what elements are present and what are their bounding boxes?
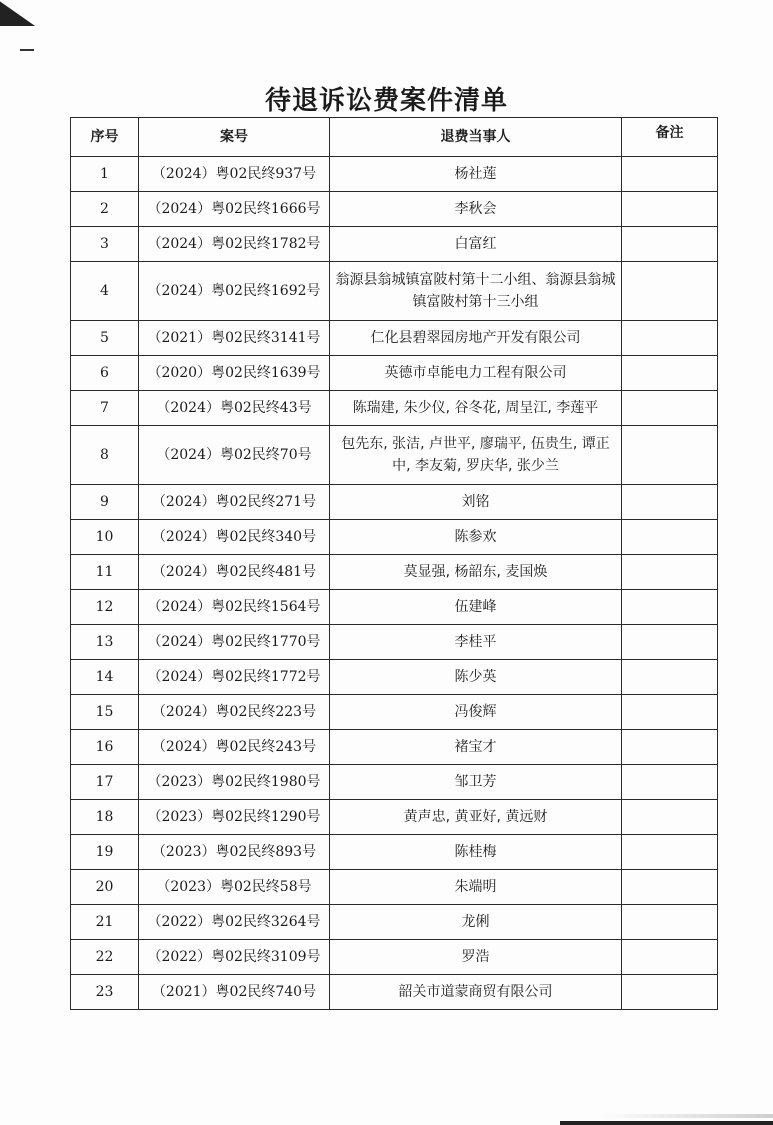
- table-body: [71, 157, 718, 1010]
- cell-case-no: （2024）粤02民终1782号: [139, 227, 330, 262]
- table-row: [71, 262, 718, 321]
- cell-seq: 9: [71, 485, 139, 520]
- table-header-row: [71, 118, 718, 157]
- cell-case-no: （2020）粤02民终1639号: [139, 356, 330, 391]
- cell-note: [622, 356, 718, 391]
- cell-case-no: （2024）粤02民终1770号: [139, 625, 330, 660]
- table-row: [71, 192, 718, 227]
- cell-seq: 17: [71, 765, 139, 800]
- table-row: [71, 870, 718, 905]
- table-row: [71, 227, 718, 262]
- cell-party: 刘铭: [330, 485, 622, 520]
- cell-case-no: （2021）粤02民终3141号: [139, 321, 330, 356]
- cell-party: 李秋会: [330, 192, 622, 227]
- cell-seq: 11: [71, 555, 139, 590]
- cell-party: 龙俐: [330, 905, 622, 940]
- cell-seq: 21: [71, 905, 139, 940]
- cell-seq: 5: [71, 321, 139, 356]
- cell-party: 韶关市道蒙商贸有限公司: [330, 975, 622, 1010]
- cell-note: [622, 555, 718, 590]
- cell-case-no: （2024）粤02民终1692号: [139, 262, 330, 321]
- cell-note: [622, 940, 718, 975]
- table-row: [71, 975, 718, 1010]
- cell-case-no: （2023）粤02民终1980号: [139, 765, 330, 800]
- header-note: 备注: [622, 118, 718, 157]
- table-row: [71, 905, 718, 940]
- cell-note: [622, 905, 718, 940]
- table-row: [71, 660, 718, 695]
- cell-party: 陈参欢: [330, 520, 622, 555]
- cell-case-no: （2024）粤02民终271号: [139, 485, 330, 520]
- cell-party: 黄声忠, 黄亚好, 黄远财: [330, 800, 622, 835]
- cell-seq: 8: [71, 426, 139, 485]
- cell-note: [622, 800, 718, 835]
- cell-case-no: （2022）粤02民终3264号: [139, 905, 330, 940]
- cell-note: [622, 321, 718, 356]
- cell-case-no: （2024）粤02民终243号: [139, 730, 330, 765]
- cell-case-no: （2023）粤02民终1290号: [139, 800, 330, 835]
- cell-party: 包先东, 张洁, 卢世平, 廖瑞平, 伍贵生, 谭正中, 李友菊, 罗庆华, 张少兰: [330, 426, 622, 485]
- cell-note: [622, 835, 718, 870]
- cell-seq: 1: [71, 157, 139, 192]
- document-title: 待退诉讼费案件清单: [264, 86, 508, 116]
- table-row: [71, 835, 718, 870]
- cell-case-no: （2021）粤02民终740号: [139, 975, 330, 1010]
- cell-case-no: （2024）粤02民终340号: [139, 520, 330, 555]
- table-row: [71, 391, 718, 426]
- table-row: [71, 157, 718, 192]
- cell-party: 伍建峰: [330, 590, 622, 625]
- table-row: [71, 321, 718, 356]
- cell-case-no: （2023）粤02民终893号: [139, 835, 330, 870]
- table-row: [71, 555, 718, 590]
- cell-party: 冯俊辉: [330, 695, 622, 730]
- cell-note: [622, 391, 718, 426]
- table-row: [71, 590, 718, 625]
- cell-note: [622, 227, 718, 262]
- table-row: [71, 485, 718, 520]
- header-seq: 序号: [71, 118, 139, 157]
- cell-seq: 2: [71, 192, 139, 227]
- cell-party: 褚宝才: [330, 730, 622, 765]
- cell-party: 仁化县碧翠园房地产开发有限公司: [330, 321, 622, 356]
- cell-note: [622, 625, 718, 660]
- scan-dash-mark: [20, 49, 34, 51]
- header-party: 退费当事人: [330, 118, 622, 157]
- cell-party: 李桂平: [330, 625, 622, 660]
- cell-case-no: （2023）粤02民终58号: [139, 870, 330, 905]
- cell-party: 邹卫芳: [330, 765, 622, 800]
- cell-party: 白富红: [330, 227, 622, 262]
- table-row: [71, 625, 718, 660]
- cell-seq: 12: [71, 590, 139, 625]
- cell-case-no: （2024）粤02民终481号: [139, 555, 330, 590]
- cell-seq: 19: [71, 835, 139, 870]
- cell-case-no: （2024）粤02民终937号: [139, 157, 330, 192]
- scan-edge-mark: [560, 1121, 773, 1125]
- cell-note: [622, 730, 718, 765]
- cell-note: [622, 192, 718, 227]
- cell-note: [622, 765, 718, 800]
- cell-party: 陈桂梅: [330, 835, 622, 870]
- cell-note: [622, 975, 718, 1010]
- cell-case-no: （2024）粤02民终70号: [139, 426, 330, 485]
- cell-note: [622, 870, 718, 905]
- cell-note: [622, 590, 718, 625]
- cell-note: [622, 695, 718, 730]
- cell-party: 陈瑞建, 朱少仪, 谷冬花, 周呈江, 李莲平: [330, 391, 622, 426]
- cell-note: [622, 485, 718, 520]
- table-row: [71, 940, 718, 975]
- cell-seq: 15: [71, 695, 139, 730]
- cell-case-no: （2024）粤02民终1666号: [139, 192, 330, 227]
- cell-seq: 3: [71, 227, 139, 262]
- cell-party: 罗浩: [330, 940, 622, 975]
- cell-party: 英德市卓能电力工程有限公司: [330, 356, 622, 391]
- table-row: [71, 800, 718, 835]
- cell-seq: 22: [71, 940, 139, 975]
- table-row: [71, 356, 718, 391]
- cell-seq: 14: [71, 660, 139, 695]
- cell-party: 莫显强, 杨韶东, 麦国焕: [330, 555, 622, 590]
- cell-seq: 18: [71, 800, 139, 835]
- table-row: [71, 520, 718, 555]
- cell-seq: 4: [71, 262, 139, 321]
- cell-seq: 10: [71, 520, 139, 555]
- cell-case-no: （2024）粤02民终1564号: [139, 590, 330, 625]
- cell-note: [622, 660, 718, 695]
- cell-seq: 13: [71, 625, 139, 660]
- cell-seq: 16: [71, 730, 139, 765]
- cell-case-no: （2022）粤02民终3109号: [139, 940, 330, 975]
- cell-case-no: （2024）粤02民终223号: [139, 695, 330, 730]
- refund-case-table: [70, 117, 718, 1010]
- table-row: [71, 695, 718, 730]
- header-case-no: 案号: [139, 118, 330, 157]
- cell-note: [622, 426, 718, 485]
- cell-seq: 23: [71, 975, 139, 1010]
- cell-case-no: （2024）粤02民终1772号: [139, 660, 330, 695]
- cell-party: 陈少英: [330, 660, 622, 695]
- cell-case-no: （2024）粤02民终43号: [139, 391, 330, 426]
- cell-note: [622, 520, 718, 555]
- cell-seq: 7: [71, 391, 139, 426]
- cell-note: [622, 157, 718, 192]
- cell-party: 翁源县翁城镇富陂村第十二小组、翁源县翁城镇富陂村第十三小组: [330, 262, 622, 321]
- scan-corner-mark: [0, 0, 40, 26]
- scan-edge-shadow: [600, 1114, 773, 1118]
- table-row: [71, 426, 718, 485]
- table-row: [71, 730, 718, 765]
- cell-seq: 20: [71, 870, 139, 905]
- cell-seq: 6: [71, 356, 139, 391]
- cell-party: 杨社莲: [330, 157, 622, 192]
- cell-party: 朱端明: [330, 870, 622, 905]
- cell-note: [622, 262, 718, 321]
- table-row: [71, 765, 718, 800]
